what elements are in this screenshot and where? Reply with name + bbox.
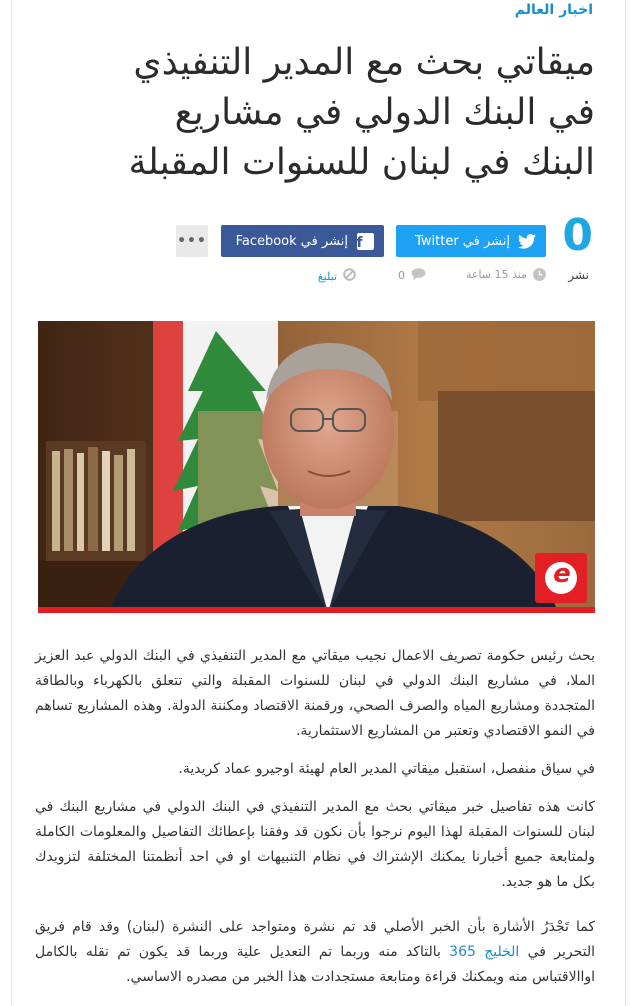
share-facebook-label: إنشر في Facebook: [235, 233, 348, 249]
article-paragraph-3: كانت هذه تفاصيل خبر ميقاتي بحث مع المدير التنفيذي في البنك الدولي في مشاريع البنك في لبنان للسنوات المقبلة لهذا اليوم نرجوا بأن نكون قد وفقنا بإعطائك التفاصيل والمعلومات الكاملة ولمتابعة جميع أخبارنا يمكنك الإشتراك في نظام التنبيهات او في احد أنظمتنا المختلفة لتزويدك بكل ما هو جديد.: [35, 799, 595, 890]
report-link[interactable]: [318, 268, 356, 284]
twitter-icon: [518, 232, 536, 250]
facebook-icon: f: [356, 232, 374, 250]
share-twitter-button[interactable]: [396, 225, 546, 257]
source-site-link[interactable]: الخليج 365: [449, 944, 520, 960]
page-right-border: [625, 0, 641, 1006]
source-note-text-end: بالتاكد منه وربما تم التعديل علية وربما قد يكون تم نقله بالكامل اواالاقتباس منه ويمكنك قراءة ومتابعة مستجدادت هذا الخبر من مصدره الاساسي.: [35, 944, 595, 985]
more-share-button[interactable]: [176, 225, 208, 257]
article-title: ميقاتي بحث مع المدير التنفيذي في البنك الدولي في مشاريع البنك في لبنان للسنوات المقبلة: [128, 42, 595, 183]
article-paragraph-1: بحث رئيس حكومة تصريف الاعمال نجيب ميقاتي مع المدير التنفيذي في البنك الدولي عبد العزيز الملا، في مشاريع البنك الدولي في لبنان للسنوات المقبلة والتي تتعلق بالكهرباء وبالطاقة المتجددة ومشاريع المياه والصرف الصحي، ورقمنة الاقتصاد ومكننة الدولة. وهذه المشاريع تساهم في النمو الاقتصادي وتعتبر من المشاريع الاستثمارية.: [35, 648, 595, 739]
report-link-text: تبليغ: [317, 269, 337, 283]
publish-time-text: منذ 15 ساعة: [465, 268, 527, 281]
comments-count[interactable]: [398, 268, 426, 283]
share-facebook-button[interactable]: [221, 225, 384, 257]
comments-count-text: 0: [398, 269, 405, 282]
ban-icon: [343, 268, 356, 284]
share-twitter-label: إنشر في Twitter: [415, 233, 510, 249]
category-link[interactable]: اخبار العالم: [514, 2, 593, 18]
article-paragraph-4: [35, 915, 595, 990]
publish-time: [466, 268, 546, 281]
ellipsis-icon: •••: [177, 233, 207, 249]
article-hero-image: [38, 321, 595, 613]
share-count: 0: [562, 210, 593, 261]
page-left-border: [0, 0, 12, 1006]
comment-icon: [411, 268, 426, 283]
clock-icon: [533, 268, 546, 281]
hero-illustration: [38, 321, 595, 613]
source-note-text-start: كما تَجْدَرُ الأشارة بأن الخبر الأصلي قد تم نشرة ومتواجد على النشرة (لبنان) وقد قام فريق التحرير في: [35, 919, 596, 960]
article-paragraph-2: في سياق منفصل، استقبل ميقاتي المدير العام لهيئة اوجيرو عماد كريدية.: [178, 761, 595, 777]
el-nashra-logo-letter: e: [553, 559, 571, 589]
share-count-label: نشر: [568, 268, 589, 282]
